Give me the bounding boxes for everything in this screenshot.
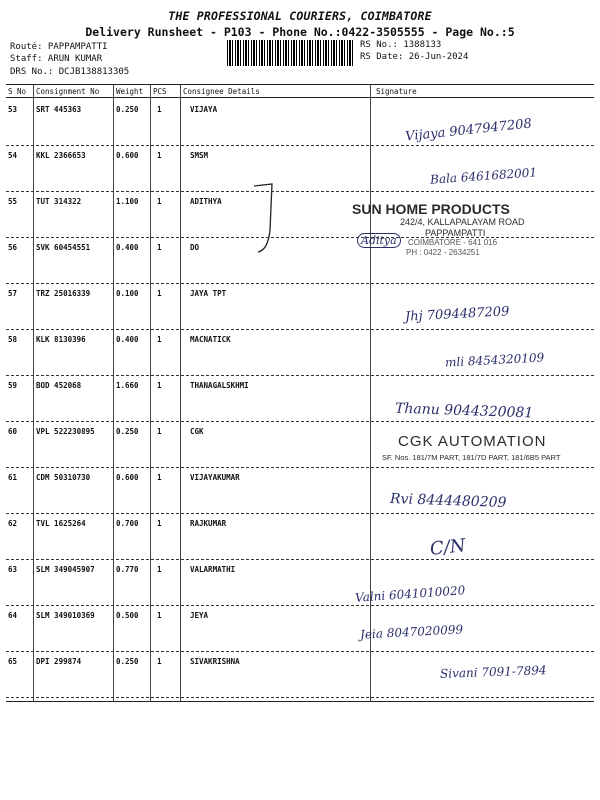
runsheet-title: THE PROFESSIONAL COURIERS, COIMBATORE [168, 9, 432, 23]
row-consignment: SRT 445363 [36, 105, 82, 114]
stamp-address-line: PAPPAMPATTI [425, 228, 486, 238]
row-weight: 0.500 [116, 611, 139, 620]
row-pcs: 1 [157, 381, 162, 390]
row-consignment: DPI 299874 [36, 657, 82, 666]
row-consignee: VIJAYAKUMAR [190, 473, 240, 482]
column-header-signature: Signature [376, 87, 417, 96]
column-header-consignee: Consignee Details [183, 87, 260, 96]
row-sno: 53 [8, 105, 18, 114]
row-pcs: 1 [157, 657, 162, 666]
row-pcs: 1 [157, 151, 162, 160]
column-header-sno: S No [8, 87, 27, 96]
row-pcs: 1 [157, 611, 162, 620]
rs-no-label: RS No.: 1388133 [360, 40, 442, 50]
row-separator [6, 605, 594, 606]
row-pcs: 1 [157, 519, 162, 528]
row-weight: 0.400 [116, 335, 139, 344]
runsheet-subtitle: Delivery Runsheet - P103 - Phone No.:0422-3505555 - Page No.:5 [85, 25, 515, 39]
row-pcs: 1 [157, 197, 162, 206]
row-consignment: KKL 2366653 [36, 151, 86, 160]
row-signature: Bala 6461682001 [429, 165, 538, 187]
stamp-signature: Aditya [357, 233, 401, 248]
row-weight: 0.600 [116, 473, 139, 482]
row-separator [6, 513, 594, 514]
row-consignee: SIVAKRISHNA [190, 657, 240, 666]
row-separator [6, 559, 594, 560]
row-separator [6, 651, 594, 652]
row-separator [6, 421, 594, 422]
stamp-company-name: CGK AUTOMATION [398, 433, 547, 450]
row-pcs: 1 [157, 243, 162, 252]
row-pcs: 1 [157, 427, 162, 436]
row-sno: 62 [8, 519, 18, 528]
row-weight: 0.250 [116, 657, 139, 666]
row-sno: 56 [8, 243, 18, 252]
row-weight: 0.250 [116, 105, 139, 114]
rs-date-label: RS Date: 26-Jun-2024 [360, 52, 469, 62]
row-separator [6, 329, 594, 330]
row-consignee: VALARMATHI [190, 565, 236, 574]
row-separator [6, 697, 594, 698]
row-weight: 0.770 [116, 565, 139, 574]
row-consignee: SMSM [190, 151, 209, 160]
row-consignee: VIJAYA [190, 105, 218, 114]
row-sno: 54 [8, 151, 18, 160]
row-consignee: CGK [190, 427, 204, 436]
row-consignment: VPL 522230895 [36, 427, 95, 436]
row-weight: 0.250 [116, 427, 139, 436]
row-separator [6, 237, 594, 238]
row-signature: Jeia 8047020099 [359, 622, 464, 642]
row-signature: Thanu 9044320081 [394, 400, 534, 422]
row-consignee: THANAGALSKHMI [190, 381, 249, 390]
row-pcs: 1 [157, 335, 162, 344]
column-header-pcs: PCS [153, 87, 167, 96]
row-signature: Jhj 7094487209 [404, 304, 510, 325]
row-consignee: MACNATICK [190, 335, 231, 344]
row-consignee: RAJKUMAR [190, 519, 227, 528]
row-sno: 57 [8, 289, 18, 298]
row-weight: 1.660 [116, 381, 139, 390]
stamp-address-line: COIMBATORE - 641 016 [408, 238, 498, 247]
row-separator [6, 467, 594, 468]
row-consignee: JEYA [190, 611, 209, 620]
row-sno: 63 [8, 565, 18, 574]
row-consignment: CDM 50310730 [36, 473, 91, 482]
row-consignment: SLM 349010369 [36, 611, 95, 620]
row-sno: 60 [8, 427, 18, 436]
row-consignment: SLM 349045907 [36, 565, 95, 574]
row-pcs: 1 [157, 105, 162, 114]
page-bottom-rule [6, 701, 594, 702]
row-signature: Valni 6041010020 [354, 583, 466, 605]
row-consignment: TRZ 25016339 [36, 289, 91, 298]
row-pcs: 1 [157, 473, 162, 482]
drs-label: DRS No.: DCJB138813305 [10, 67, 130, 77]
row-signature: Sivani 7091-7894 [439, 663, 547, 681]
row-pcs: 1 [157, 289, 162, 298]
row-signature: C/N [428, 535, 467, 560]
row-weight: 1.100 [116, 197, 139, 206]
column-header-consignment: Consignment No [36, 87, 100, 96]
stamp-company-name: SUN HOME PRODUCTS [352, 201, 510, 217]
row-consignee: JAYA TPT [190, 289, 227, 298]
row-signature: Vijaya 9047947208 [404, 116, 533, 145]
row-weight: 0.400 [116, 243, 139, 252]
stamp-phone: PH : 0422 - 2634251 [406, 248, 480, 257]
row-consignment: BOD 452068 [36, 381, 82, 390]
route-label: Routé: PAPPAMPATTI [10, 42, 108, 52]
row-consignee: DO [190, 243, 200, 252]
row-separator [6, 375, 594, 376]
row-sno: 55 [8, 197, 18, 206]
row-signature: Rvi 8444480209 [389, 490, 507, 512]
staff-label: Staff: ARUN KUMAR [10, 54, 103, 64]
barcode [227, 40, 353, 66]
row-separator [6, 145, 594, 146]
row-sno: 58 [8, 335, 18, 344]
row-consignee: ADITHYA [190, 197, 222, 206]
row-weight: 0.600 [116, 151, 139, 160]
pen-mark [250, 180, 280, 260]
stamp-address: SF. Nos. 181/7M PART, 181/7D PART, 181/6B5 PART [382, 453, 561, 462]
row-weight: 0.100 [116, 289, 139, 298]
row-separator [6, 191, 594, 192]
row-weight: 0.700 [116, 519, 139, 528]
row-sno: 65 [8, 657, 18, 666]
row-separator [6, 283, 594, 284]
row-sno: 59 [8, 381, 18, 390]
column-header-weight: Weight [116, 87, 144, 96]
header-bottom-rule [6, 97, 594, 98]
row-signature: mli 8454320109 [444, 350, 545, 370]
row-consignment: KLK 8130396 [36, 335, 86, 344]
row-consignment: TUT 314322 [36, 197, 82, 206]
row-sno: 61 [8, 473, 18, 482]
row-pcs: 1 [157, 565, 162, 574]
row-sno: 64 [8, 611, 18, 620]
row-consignment: SVK 60454551 [36, 243, 91, 252]
row-consignment: TVL 1625264 [36, 519, 86, 528]
header-top-rule [6, 84, 594, 85]
stamp-address-line: 242/4, KALLAPALAYAM ROAD [400, 217, 525, 227]
